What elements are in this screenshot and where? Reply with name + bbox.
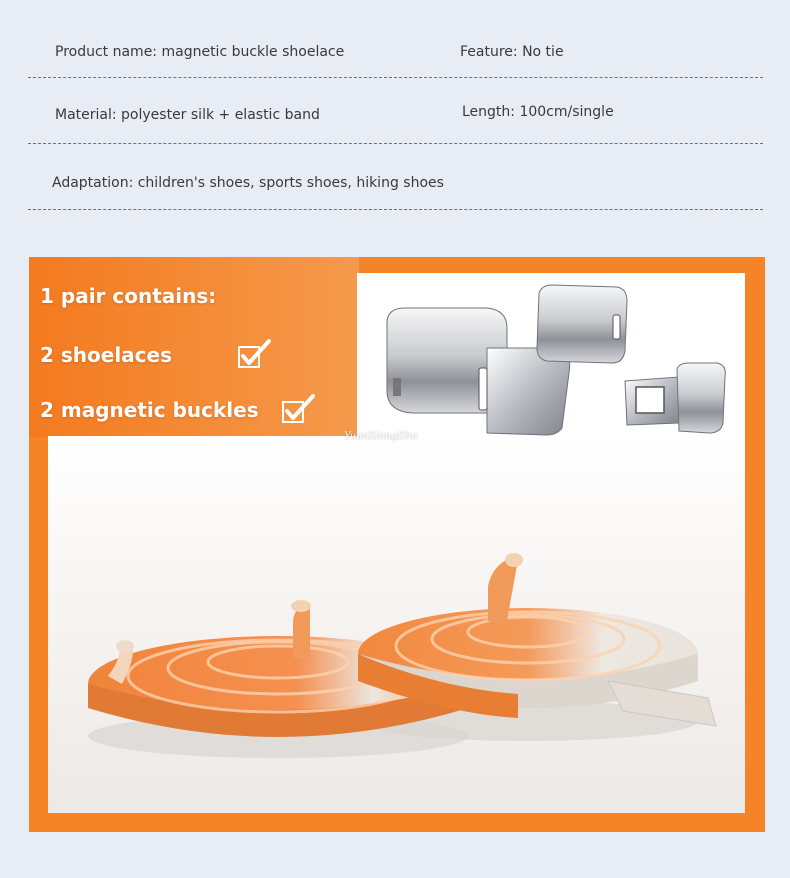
spec-feature: Feature: No tie [460,44,564,60]
watermark-text: YuanXiongZhu [344,431,418,442]
contains-item-shoelaces: 2 shoelaces [40,343,173,367]
spec-product-name: Product name: magnetic buckle shoelace [55,44,345,60]
spec-material: Material: polyester silk + elastic band [55,107,320,123]
contains-heading: 1 pair contains: [40,284,217,308]
buckle-image [357,273,745,441]
shoelace-photo [48,436,745,813]
spec-adaptation: Adaptation: children's shoes, sports shoes, hiking shoes [52,175,444,191]
divider [28,143,763,144]
specs-section [0,0,790,230]
check-icon [282,394,316,424]
divider [28,209,763,210]
divider [28,77,763,78]
check-icon [238,339,272,369]
spec-length: Length: 100cm/single [462,104,614,120]
buckle-part-icon [537,285,627,363]
contains-item-buckles: 2 magnetic buckles [40,398,259,422]
buckle-part-icon [625,363,725,433]
